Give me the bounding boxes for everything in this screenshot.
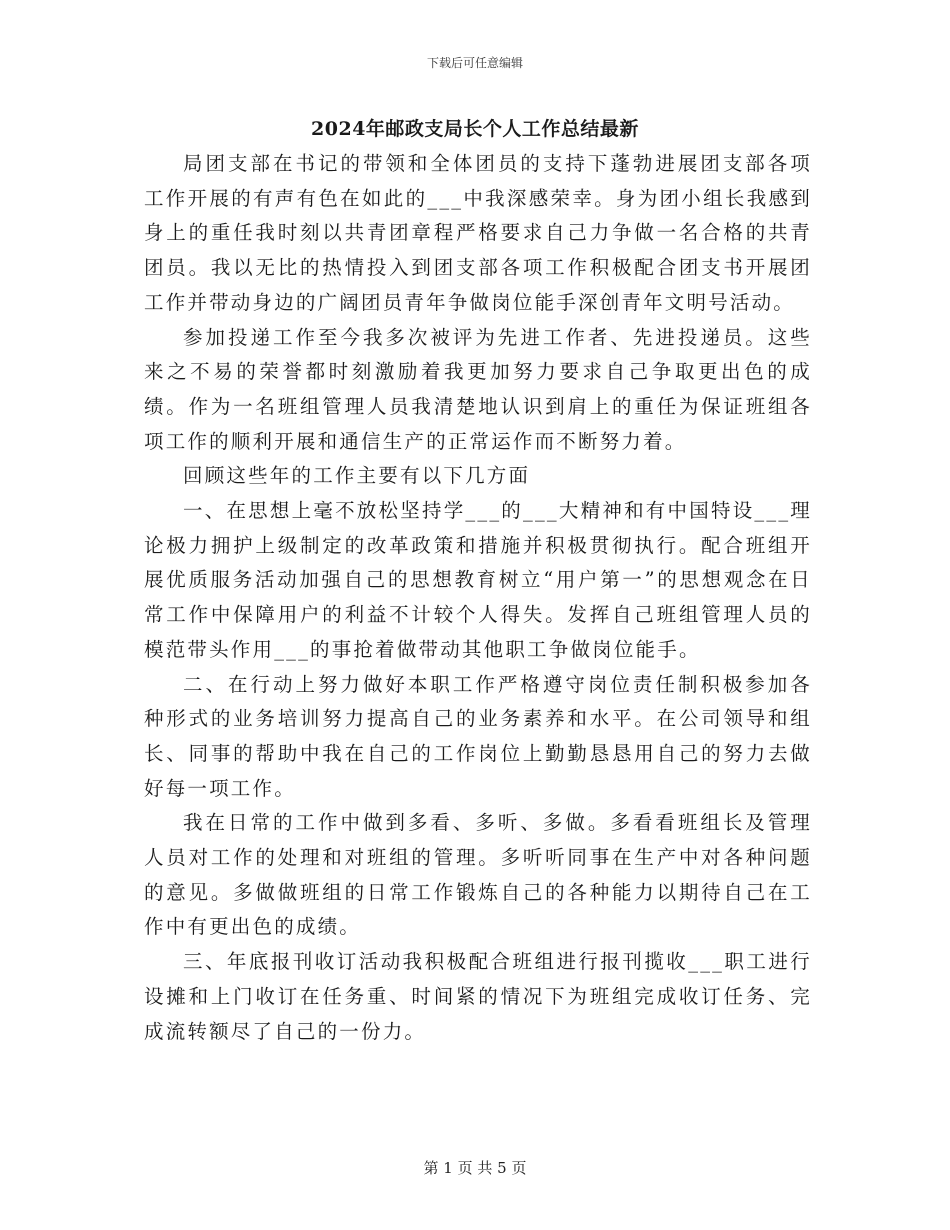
paragraph: 我在日常的工作中做到多看、多听、多做。多看看班组长及管理人员对工作的处理和对班组的管理。多听听同事在生产中对各种问题的意见。多做做班组的日常工作锻炼自己的各种能力以期待自己在工作中有更出色的成绩。 bbox=[144, 811, 812, 939]
paragraph: 三、年底报刊收订活动我积极配合班组进行报刊揽收___职工进行设摊和上门收订在任务重、时间紧的情况下为班组完成收订任务、完成流转额尽了自己的一份力。 bbox=[144, 950, 812, 1043]
paragraph: 参加投递工作至今我多次被评为先进工作者、先进投递员。这些来之不易的荣誉都时刻激励着我更加努力要求自己争取更出色的成绩。作为一名班组管理人员我清楚地认识到肩上的重任为保证班组各项工作的顺利开展和通信生产的正常运作而不断努力着。 bbox=[144, 325, 812, 453]
paragraph: 二、在行动上努力做好本职工作严格遵守岗位责任制积极参加各种形式的业务培训努力提高自己的业务素养和水平。在公司领导和组长、同事的帮助中我在自己的工作岗位上勤勤恳恳用自己的努力去做好每一项工作。 bbox=[144, 672, 812, 800]
document-title: 2024年邮政支局长个人工作总结最新 bbox=[311, 118, 639, 140]
paragraph: 回顾这些年的工作主要有以下几方面 bbox=[183, 464, 531, 488]
header-note: 下载后可任意编辑 bbox=[426, 56, 523, 70]
document-body bbox=[144, 147, 812, 1049]
paragraph: 一、在思想上毫不放松坚持学___的___大精神和有中国特设___理论极力拥护上级制定的改革政策和措施并积极贯彻执行。配合班组开展优质服务活动加强自己的思想教育树立“用户第一”的思想观念在日常工作中保障用户的利益不计较个人得失。发挥自己班组管理人员的模范带头作用___的事抢着做带动其他职工争做岗位能手。 bbox=[144, 499, 812, 661]
page-number: 第 1 页 共 5 页 bbox=[423, 1159, 527, 1177]
paragraph: 局团支部在书记的带领和全体团员的支持下蓬勃进展团支部各项工作开展的有声有色在如此的___中我深感荣幸。身为团小组长我感到身上的重任我时刻以共青团章程严格要求自己力争做一名合格的共青团员。我以无比的热情投入到团支部各项工作积极配合团支书开展团工作并带动身边的广阔团员青年争做岗位能手深创青年文明号活动。 bbox=[144, 152, 812, 314]
